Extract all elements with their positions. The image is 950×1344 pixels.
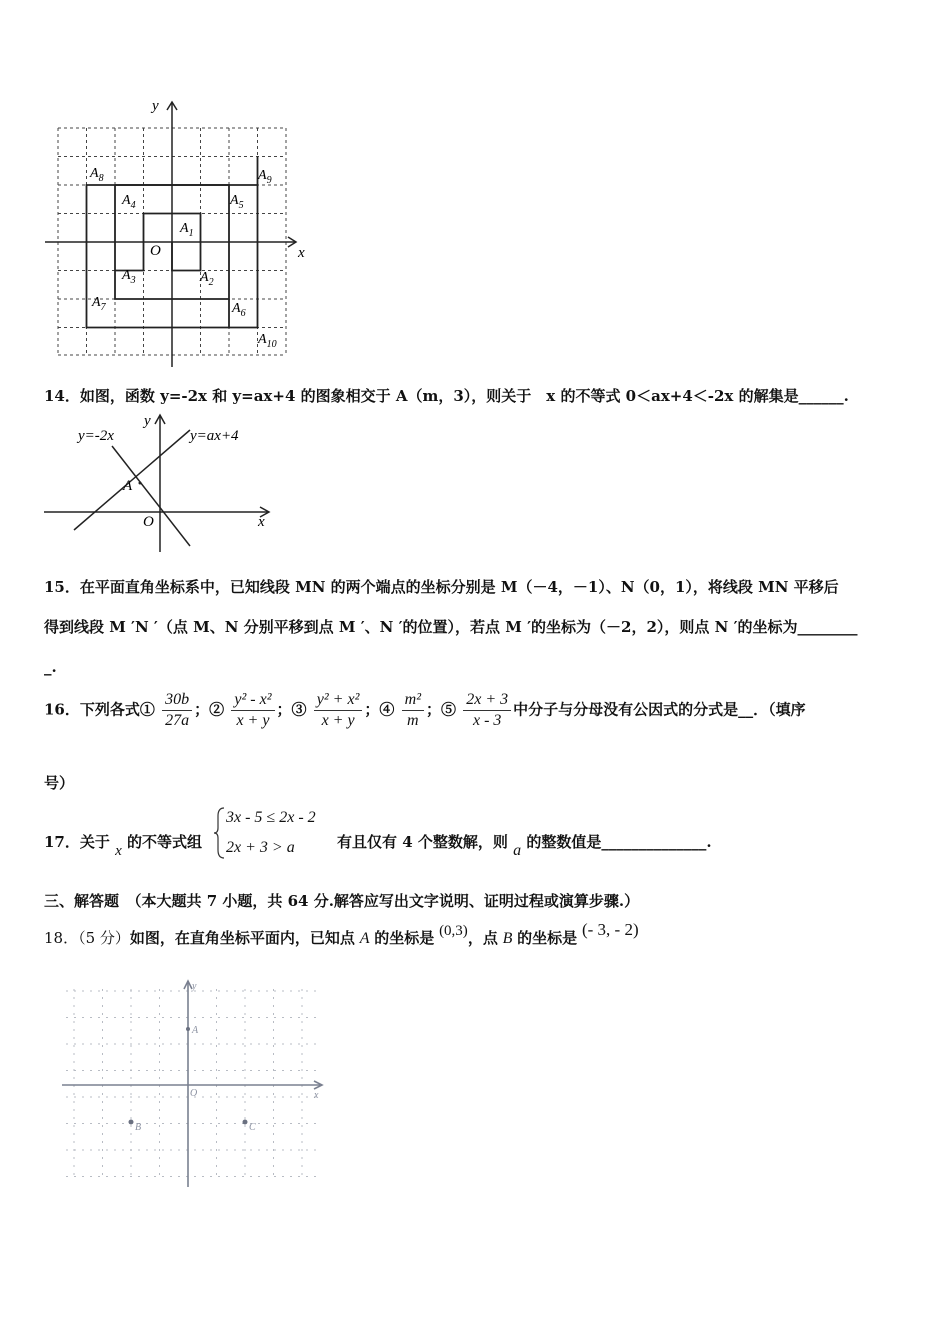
linear-functions-figure xyxy=(40,408,280,558)
question-17-tail: 有且仅有 4 个整数解，则 a 的整数值是______________. xyxy=(337,833,712,859)
section-3-heading: 三、解答题 （本大题共 7 小题，共 64 分.解答应写出文字说明、证明过程或演算步骤.） xyxy=(44,892,640,910)
origin-label: O xyxy=(190,1088,198,1099)
point-c-label: C xyxy=(249,1122,256,1133)
point-a-label: A xyxy=(123,478,133,494)
coordinate-plane-figure xyxy=(60,975,330,1190)
point-label-a8: $A_8$ xyxy=(90,166,104,184)
question-18: 18．（5 分）如图，在直角坐标平面内，已知点 A 的坐标是 (0,3)，点 B 的坐标是 (- 3, - 2) xyxy=(44,920,639,947)
x-axis-label: x xyxy=(258,514,265,530)
point-label-a4: $A_4$ xyxy=(122,193,136,211)
question-15-line2: 得到线段 M ′N ′（点 M、N 分别平移到点 M ′、N ′的位置），若点 M ′的坐标为（－2，2），则点 N ′的坐标为________ xyxy=(44,618,858,636)
question-14: 14．如图，函数 y=-2x 和 y=ax+4 的图象相交于 A（m，3），则关于 x 的不等式 0＜ax+4＜-2x 的解集是______. xyxy=(44,387,849,405)
point-label-a2: $A_2$ xyxy=(200,270,214,288)
answer-blank: ______________ xyxy=(601,833,707,851)
point-label-a1: $A_1$ xyxy=(180,221,194,239)
var-a: a xyxy=(513,842,522,859)
inequality-1: 3x - 5 ≤ 2x - 2 xyxy=(226,809,316,826)
question-number: 17． xyxy=(44,833,80,851)
question-16: 16．下列各式① $\frac{30b}{27a}$ ；② $\frac{\text{y² - x²}}{x + y}$ ；③ $\frac{\text{y² + x²}}{x + y}$ ；④ $\frac{\text{m²}}{m}$ ；⑤ $\frac{2x + 3}{x - 3}$ 中分子与分母没有公因式的分式是__．（填序 xyxy=(44,691,806,729)
question-17: 17．关于 x 的不等式组 xyxy=(44,833,203,859)
question-15: 15．在平面直角坐标系中，已知线段 MN 的两个端点的坐标分别是 M（－4，－1）、N（0，1），将线段 MN 平移后 xyxy=(44,578,839,596)
answer-blank: ______ xyxy=(798,387,844,405)
fraction-3: $\frac{\text{y² + x²}}{x + y}$ xyxy=(314,690,363,731)
point-label-a6: $A_6$ xyxy=(232,301,246,319)
point-label-a7: $A_7$ xyxy=(92,295,106,313)
x-axis-label: x xyxy=(298,245,305,261)
point-a-label: A xyxy=(192,1025,199,1036)
var-x: x xyxy=(115,843,122,859)
y-axis-label: y xyxy=(152,98,159,114)
inequality-2: 2x + 3 > a xyxy=(226,839,295,856)
y-axis-label: y xyxy=(192,981,197,992)
origin-label: O xyxy=(143,514,154,530)
point-label-a5: $A_5$ xyxy=(230,193,244,211)
point-label-a9: $A_9$ xyxy=(258,168,272,186)
question-number: 14． xyxy=(44,387,80,405)
fraction-4: $\frac{\text{m²}}{m}$ xyxy=(402,690,424,731)
system-brace xyxy=(212,806,226,860)
x-axis-label: x xyxy=(314,1090,319,1101)
line1-label: y=-2x xyxy=(78,428,114,444)
question-text: 如图，函数 y=-2x 和 y=ax+4 的图象相交于 A（m，3），则关于 x 的不等式 0＜ax+4＜-2x 的解集是 xyxy=(79,387,799,405)
coord-b: (- 3, - 2) xyxy=(581,920,639,939)
line2-label: y=ax+4 xyxy=(190,428,239,444)
fraction-5: $\frac{2x + 3}{x - 3}$ xyxy=(463,690,511,731)
question-number: 16． xyxy=(44,700,80,719)
spiral-grid-figure xyxy=(40,95,310,370)
fraction-2: $\frac{\text{y² - x²}}{x + y}$ xyxy=(231,690,274,731)
coord-a: (0,3) xyxy=(439,923,468,939)
point-label-a3: $A_3$ xyxy=(122,268,136,286)
point-b-label: B xyxy=(135,1122,142,1133)
question-15-line3: _. xyxy=(44,658,57,676)
fraction-1: $\frac{30b}{27a}$ xyxy=(162,690,192,731)
origin-label: O xyxy=(150,243,161,259)
y-axis-label: y xyxy=(144,413,151,429)
question-number: 18． xyxy=(44,929,79,947)
point-label-a10: $A_{10}$ xyxy=(258,332,277,350)
question-16-line2: 号） xyxy=(44,774,75,792)
score: （5 分） xyxy=(78,929,130,947)
question-number: 15． xyxy=(44,578,80,596)
